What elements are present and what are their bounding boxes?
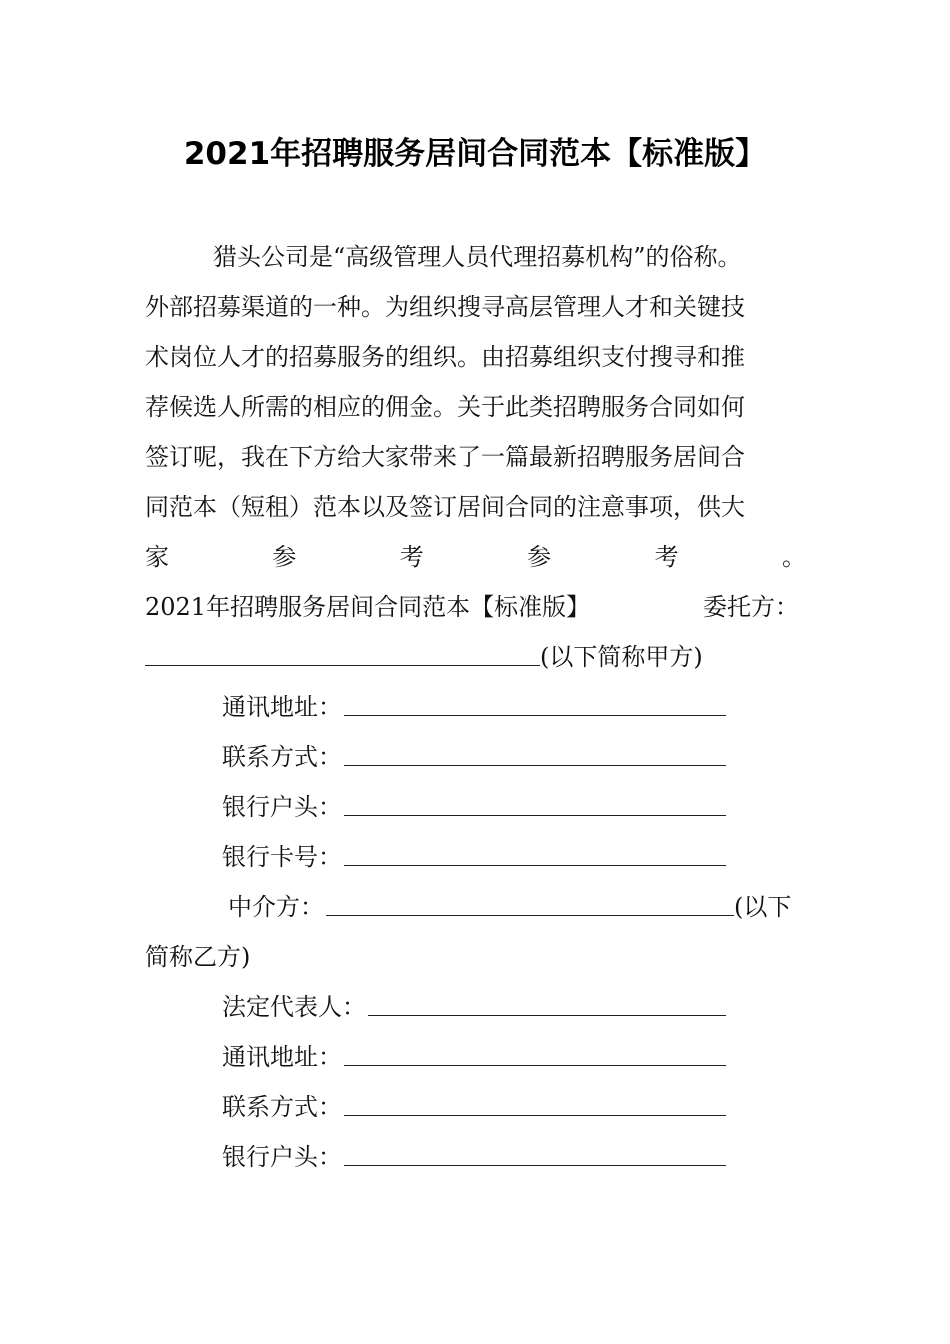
party-b-contact-row: [222, 1090, 726, 1124]
field-label: 银行卡号：: [222, 843, 342, 871]
party-b-address-row: [222, 1040, 726, 1074]
party-a-contact-row: [222, 740, 726, 774]
field-label: 通讯地址：: [222, 1043, 342, 1071]
field-label: 通讯地址：: [222, 693, 342, 721]
justified-char: 。: [781, 543, 806, 571]
agent-suffix-continued: 简称乙方): [145, 943, 251, 971]
justified-char: 考: [654, 543, 679, 571]
justified-char: 家: [145, 543, 169, 571]
party-a-name-blank[interactable]: [145, 665, 540, 666]
intro-line-6: 同范本（短租）范本以及签订居间合同的注意事项，供大: [145, 493, 745, 521]
contract-subtitle: 2021年招聘服务居间合同范本【标准版】: [145, 593, 591, 621]
party-a-name-row: [145, 640, 703, 674]
intro-line-5: 签订呢，我在下方给大家带来了一篇最新招聘服务居间合: [145, 443, 745, 471]
party-a-card-number-row: [222, 840, 726, 874]
representative-blank[interactable]: [368, 1015, 726, 1016]
contact-blank[interactable]: [344, 1115, 726, 1116]
party-a-bank-account-row: [222, 790, 726, 824]
justified-char: 考: [399, 543, 424, 571]
party-a-address-row: [222, 690, 726, 724]
intro-line-justified: [145, 540, 806, 574]
field-label: 银行户头：: [222, 1143, 342, 1171]
justified-char: 参: [527, 543, 552, 571]
agent-name-blank[interactable]: [326, 915, 734, 916]
field-label: 银行户头：: [222, 793, 342, 821]
contact-blank[interactable]: [344, 765, 726, 766]
field-label: 联系方式：: [222, 743, 342, 771]
intro-line-3: 术岗位人才的招募服务的组织。由招募组织支付搜寻和推: [145, 343, 745, 371]
intro-line-1: 猎头公司是“高级管理人员代理招募机构”的俗称。: [213, 243, 742, 271]
agent-label: 中介方：: [228, 893, 324, 921]
intro-line-2: 外部招募渠道的一种。为组织搜寻高层管理人才和关键技: [145, 293, 745, 321]
intro-line-4: 荐候选人所需的相应的佣金。关于此类招聘服务合同如何: [145, 393, 745, 421]
agent-row: [228, 890, 791, 924]
card-number-blank[interactable]: [344, 865, 726, 866]
address-blank[interactable]: [344, 1065, 726, 1066]
field-label: 联系方式：: [222, 1093, 342, 1121]
document-title: 2021年招聘服务居间合同范本【标准版】: [183, 136, 767, 172]
party-b-bank-account-row: [222, 1140, 726, 1174]
field-label: 法定代表人：: [222, 993, 366, 1021]
agent-suffix: (以下: [734, 893, 792, 921]
bank-account-blank[interactable]: [344, 1165, 726, 1166]
client-label: 委托方：: [703, 593, 799, 621]
party-a-suffix: (以下简称甲方): [540, 643, 703, 671]
bank-account-blank[interactable]: [344, 815, 726, 816]
address-blank[interactable]: [344, 715, 726, 716]
party-b-representative-row: [222, 990, 726, 1024]
justified-char: 参: [272, 543, 297, 571]
